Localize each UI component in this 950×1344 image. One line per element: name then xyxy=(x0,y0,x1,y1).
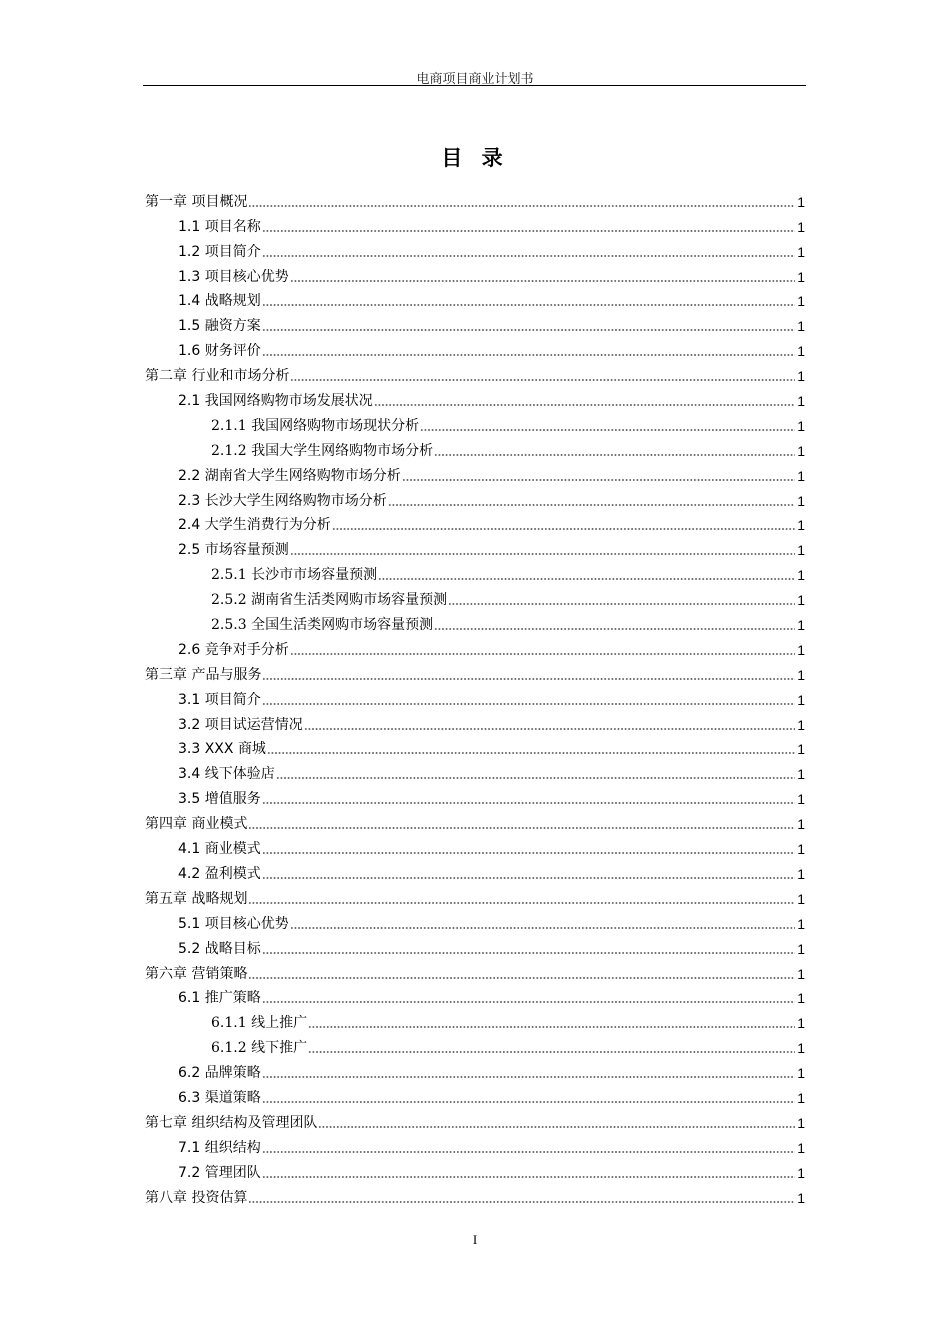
toc-entry[interactable] xyxy=(145,460,805,485)
toc-entry-page: 1 xyxy=(797,517,805,534)
toc-entry-label: 2.1 我国网络购物市场发展状况 xyxy=(178,393,373,410)
toc-entry-label: 3.3 XXX 商城 xyxy=(178,741,266,758)
toc-entry-page: 1 xyxy=(797,940,805,957)
dot-leader xyxy=(318,1126,795,1128)
toc-entry-page: 1 xyxy=(797,193,805,210)
dot-leader xyxy=(267,752,795,754)
toc-entry-page: 1 xyxy=(797,218,805,235)
toc-entry-page: 1 xyxy=(797,467,805,484)
dot-leader xyxy=(248,205,795,207)
toc-entry[interactable] xyxy=(145,758,805,783)
toc-entry-page: 1 xyxy=(797,1065,805,1082)
dot-leader xyxy=(248,827,795,829)
dot-leader xyxy=(262,678,795,680)
dot-leader xyxy=(262,354,795,356)
dot-leader xyxy=(304,728,795,730)
toc-entry-label: 6.1.1 线上推广 xyxy=(211,1015,308,1032)
toc-entry[interactable] xyxy=(145,1032,805,1057)
dot-leader xyxy=(434,454,795,456)
toc-entry-label: 第四章 商业模式 xyxy=(145,816,248,833)
toc-entry-page: 1 xyxy=(797,368,805,385)
dot-leader xyxy=(420,429,795,431)
toc-entry[interactable] xyxy=(145,335,805,360)
dot-leader xyxy=(262,1151,795,1153)
toc-entry-page: 1 xyxy=(797,393,805,410)
toc-entry[interactable] xyxy=(145,534,805,559)
toc-entry[interactable] xyxy=(145,808,805,833)
dot-leader xyxy=(448,603,795,605)
toc-entry-page: 1 xyxy=(797,965,805,982)
toc-entry-label: 3.5 增值服务 xyxy=(178,791,261,808)
toc-entry-label: 2.1.2 我国大学生网络购物市场分析 xyxy=(211,442,434,459)
toc-entry-page: 1 xyxy=(797,417,805,434)
toc-entry-label: 6.2 品牌策略 xyxy=(178,1065,261,1082)
toc-entry-label: 5.2 战略目标 xyxy=(178,940,261,957)
toc-entry-label: 1.4 战略规划 xyxy=(178,293,261,310)
toc-entry[interactable] xyxy=(145,360,805,385)
dot-leader xyxy=(262,703,795,705)
toc-entry-label: 2.1.1 我国网络购物市场现状分析 xyxy=(211,417,420,434)
dot-leader xyxy=(262,1176,795,1178)
toc-entry-label: 2.3 长沙大学生网络购物市场分析 xyxy=(178,492,387,509)
toc-entry-label: 5.1 项目核心优势 xyxy=(178,915,289,932)
table-of-contents xyxy=(145,186,805,1207)
toc-entry-label: 2.5.2 湖南省生活类网购市场容量预测 xyxy=(211,592,448,609)
toc-entry-label: 1.6 财务评价 xyxy=(178,343,261,360)
toc-entry-label: 4.1 商业模式 xyxy=(178,841,261,858)
toc-entry[interactable] xyxy=(145,410,805,435)
toc-entry-page: 1 xyxy=(797,1040,805,1057)
toc-entry-page: 1 xyxy=(797,716,805,733)
toc-entry-page: 1 xyxy=(797,343,805,360)
toc-entry-page: 1 xyxy=(797,1189,805,1206)
toc-entry[interactable] xyxy=(145,883,805,908)
toc-entry-label: 6.1 推广策略 xyxy=(178,990,261,1007)
toc-entry[interactable] xyxy=(145,435,805,460)
toc-entry[interactable] xyxy=(145,1132,805,1157)
toc-entry[interactable] xyxy=(145,584,805,609)
toc-entry-label: 1.2 项目简介 xyxy=(178,243,261,260)
toc-entry[interactable] xyxy=(145,385,805,410)
toc-entry[interactable] xyxy=(145,1057,805,1082)
toc-entry-page: 1 xyxy=(797,741,805,758)
dot-leader xyxy=(378,578,795,580)
dot-leader xyxy=(290,653,795,655)
dot-leader xyxy=(262,1101,795,1103)
toc-entry[interactable] xyxy=(145,1107,805,1132)
toc-entry-label: 1.5 融资方案 xyxy=(178,318,261,335)
toc-entry-page: 1 xyxy=(797,1114,805,1131)
page-number: I xyxy=(472,1232,478,1247)
toc-entry-label: 4.2 盈利模式 xyxy=(178,865,261,882)
toc-entry-page: 1 xyxy=(797,1015,805,1032)
toc-entry-label: 7.2 管理团队 xyxy=(178,1164,261,1181)
toc-entry-label: 第六章 营销策略 xyxy=(145,965,248,982)
toc-entry-label: 6.3 渠道策略 xyxy=(178,1089,261,1106)
dot-leader xyxy=(374,404,795,406)
dot-leader xyxy=(262,230,795,232)
toc-entry[interactable] xyxy=(145,709,805,734)
toc-entry-page: 1 xyxy=(797,816,805,833)
dot-leader xyxy=(332,528,795,530)
dot-leader xyxy=(248,902,795,904)
toc-entry-label: 3.1 项目简介 xyxy=(178,691,261,708)
toc-entry[interactable] xyxy=(145,609,805,634)
toc-entry-label: 2.4 大学生消费行为分析 xyxy=(178,517,331,534)
toc-entry[interactable] xyxy=(145,783,805,808)
toc-entry-label: 2.5.3 全国生活类网购市场容量预测 xyxy=(211,617,434,634)
toc-entry[interactable] xyxy=(145,186,805,211)
dot-leader xyxy=(262,1076,795,1078)
toc-entry-page: 1 xyxy=(797,641,805,658)
toc-entry[interactable] xyxy=(145,634,805,659)
toc-entry-page: 1 xyxy=(797,691,805,708)
toc-entry[interactable] xyxy=(145,286,805,311)
toc-entry-label: 第三章 产品与服务 xyxy=(145,666,262,683)
dot-leader xyxy=(276,777,795,779)
toc-entry-page: 1 xyxy=(797,268,805,285)
toc-entry-page: 1 xyxy=(797,915,805,932)
toc-entry-page: 1 xyxy=(797,990,805,1007)
toc-entry-label: 2.2 湖南省大学生网络购物市场分析 xyxy=(178,467,401,484)
toc-entry[interactable] xyxy=(145,261,805,286)
dot-leader xyxy=(262,802,795,804)
toc-entry-page: 1 xyxy=(797,293,805,310)
toc-entry-label: 2.5.1 长沙市市场容量预测 xyxy=(211,567,378,584)
toc-entry-label: 第七章 组织结构及管理团队 xyxy=(145,1114,318,1131)
dot-leader xyxy=(248,977,795,979)
toc-entry[interactable] xyxy=(145,908,805,933)
dot-leader xyxy=(262,877,795,879)
toc-entry-page: 1 xyxy=(797,592,805,609)
toc-entry[interactable] xyxy=(145,659,805,684)
toc-entry[interactable] xyxy=(145,485,805,510)
dot-leader xyxy=(262,255,795,257)
toc-entry-label: 第一章 项目概况 xyxy=(145,193,248,210)
toc-entry-label: 6.1.2 线下推广 xyxy=(211,1040,308,1057)
toc-entry-page: 1 xyxy=(797,766,805,783)
toc-entry-page: 1 xyxy=(797,1164,805,1181)
toc-entry[interactable] xyxy=(145,684,805,709)
dot-leader xyxy=(308,1026,795,1028)
toc-entry[interactable] xyxy=(145,958,805,983)
toc-entry-label: 3.2 项目试运营情况 xyxy=(178,716,303,733)
dot-leader xyxy=(290,553,795,555)
toc-entry[interactable] xyxy=(145,236,805,261)
toc-entry-page: 1 xyxy=(797,865,805,882)
toc-entry-page: 1 xyxy=(797,492,805,509)
dot-leader xyxy=(262,952,795,954)
toc-entry-page: 1 xyxy=(797,890,805,907)
toc-entry-page: 1 xyxy=(797,1089,805,1106)
toc-entry[interactable] xyxy=(145,833,805,858)
toc-entry[interactable] xyxy=(145,310,805,335)
toc-entry-page: 1 xyxy=(797,243,805,260)
toc-entry-label: 2.6 竞争对手分析 xyxy=(178,641,289,658)
toc-entry[interactable] xyxy=(145,933,805,958)
dot-leader xyxy=(290,927,795,929)
dot-leader xyxy=(262,852,795,854)
toc-entry-page: 1 xyxy=(797,442,805,459)
dot-leader xyxy=(290,280,795,282)
dot-leader xyxy=(248,1201,795,1203)
dot-leader xyxy=(290,379,795,381)
toc-entry-page: 1 xyxy=(797,318,805,335)
dot-leader xyxy=(262,329,795,331)
toc-entry[interactable] xyxy=(145,1082,805,1107)
toc-entry-page: 1 xyxy=(797,791,805,808)
toc-entry-label: 1.3 项目核心优势 xyxy=(178,268,289,285)
toc-entry-page: 1 xyxy=(797,1139,805,1156)
toc-entry-page: 1 xyxy=(797,567,805,584)
dot-leader xyxy=(388,504,795,506)
toc-entry[interactable] xyxy=(145,1157,805,1182)
toc-entry-label: 7.1 组织结构 xyxy=(178,1139,261,1156)
toc-entry[interactable] xyxy=(145,510,805,535)
toc-entry[interactable] xyxy=(145,211,805,236)
dot-leader xyxy=(402,479,795,481)
toc-entry[interactable] xyxy=(145,983,805,1008)
toc-entry-label: 2.5 市场容量预测 xyxy=(178,542,289,559)
toc-entry[interactable] xyxy=(145,1007,805,1032)
running-header: 电商项目商业计划书 xyxy=(416,71,534,86)
dot-leader xyxy=(308,1051,795,1053)
toc-entry-label: 3.4 线下体验店 xyxy=(178,766,275,783)
toc-entry[interactable] xyxy=(145,734,805,759)
toc-entry-page: 1 xyxy=(797,542,805,559)
dot-leader xyxy=(434,628,795,630)
toc-entry-page: 1 xyxy=(797,617,805,634)
dot-leader xyxy=(262,1001,795,1003)
toc-title: 目 录 xyxy=(441,146,509,170)
toc-entry[interactable] xyxy=(145,1182,805,1207)
toc-entry-label: 第二章 行业和市场分析 xyxy=(145,368,290,385)
toc-entry-page: 1 xyxy=(797,841,805,858)
dot-leader xyxy=(262,304,795,306)
toc-entry-page: 1 xyxy=(797,666,805,683)
toc-entry-label: 第五章 战略规划 xyxy=(145,890,248,907)
toc-entry-label: 第八章 投资估算 xyxy=(145,1189,248,1206)
toc-entry[interactable] xyxy=(145,559,805,584)
header-divider xyxy=(143,85,806,86)
toc-entry[interactable] xyxy=(145,858,805,883)
toc-entry-label: 1.1 项目名称 xyxy=(178,218,261,235)
